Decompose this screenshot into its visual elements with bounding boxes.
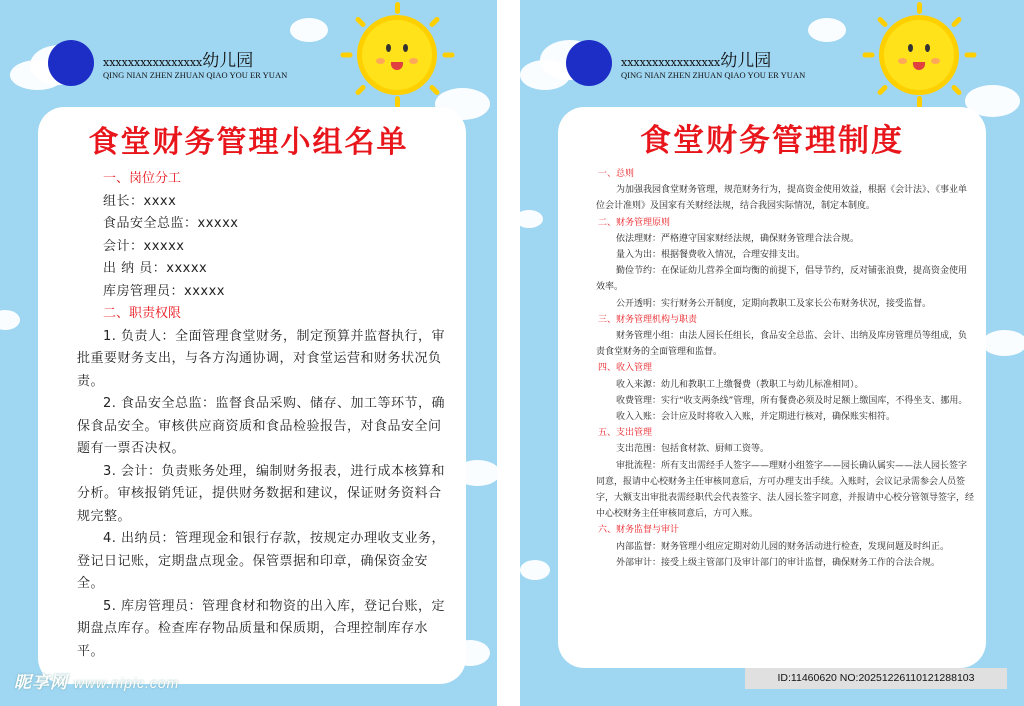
policy-paragraph: 勤俭节约：在保证幼儿营养全面均衡的前提下，倡导节约，反对铺张浪费，提高资金使用效率。	[596, 266, 968, 293]
policy-paragraph: 财务管理小组：由法人园长任组长，食品安全总监、会计、出纳及库房管理员等组成，负责食堂财务的全面管理和监督。	[596, 331, 968, 358]
kindergarten-pinyin: QING NIAN ZHEN ZHUAN QIAO YOU ER YUAN	[621, 70, 806, 80]
policy-paragraph: 依法理财：严格遵守国家财经法规，确保财务管理合法合规。	[616, 233, 860, 244]
policy-paragraph: 审批流程：所有支出需经手人签字——理财小组签字——园长确认属实——法人园长签字同意，报请中心校财务主任审核同意后，方可办理支出手续。入账时，会议记录需参会人员签字，大额支出审批表需经职代会代表签字、法人园长签字同意，并报请中心校分管领导签字，经中心校财务主任审核同意后，方可入账。	[596, 460, 975, 520]
role-item: 库房管理员：xxxxx	[103, 283, 225, 299]
section-heading: 四、收入管理	[598, 363, 653, 374]
kindergarten-logo	[48, 40, 94, 86]
kindergarten-name	[621, 46, 771, 71]
watermark-url: www.nipic.com	[73, 675, 180, 691]
duty-paragraph: 5. 库房管理员：管理食材和物资的出入库，登记台账，定期盘点库存。检查库存物品质量和保质期，合理控制库存水平。	[77, 598, 446, 659]
duty-paragraph: 3. 会计：负责账务处理，编制财务报表，进行成本核算和分析。审核报销凭证，提供财务数据和建议，保证财务资料合规完整。	[77, 463, 446, 524]
cloud	[0, 310, 20, 330]
kindergarten-name-text: 幼儿园	[720, 51, 772, 71]
cloud	[520, 60, 570, 90]
cloud	[808, 18, 846, 42]
policy-paragraph: 支出范围：包括食材款、厨师工资等。	[616, 444, 770, 455]
section-heading: 二、职责权限	[103, 306, 182, 321]
kindergarten-name-x: xxxxxxxxxxxxxxxx	[621, 56, 721, 69]
policy-paragraph: 收入入账：会计应及时将收入入账，并定期进行核对，确保账实相符。	[616, 412, 896, 423]
duty-paragraph: 2. 食品安全总监：监督食品采购、储存、加工等环节，确保食品安全。审核供应商资质和食品检验报告，对食品安全问题有一票否决权。	[77, 396, 446, 456]
section-heading: 六、财务监督与审计	[598, 525, 680, 536]
policy-paragraph: 为加强我园食堂财务管理，规范财务行为，提高资金使用效益，根据《会计法》、《事业单位会计准则》及国家有关财经法规，结合我园实际情况，制定本制度。	[596, 185, 968, 212]
watermark-brand: 昵享网	[14, 673, 68, 692]
kindergarten-pinyin: QING NIAN ZHEN ZHUAN QIAO YOU ER YUAN	[103, 70, 288, 80]
sun-icon	[362, 20, 432, 90]
policy-paragraph: 内部监督：财务管理小组应定期对幼儿园的财务活动进行检查，发现问题及时纠正。	[616, 541, 950, 552]
kindergarten-name-text: 幼儿园	[202, 51, 254, 71]
left-body	[67, 168, 447, 663]
cloud	[290, 18, 328, 42]
cloud	[520, 560, 550, 580]
section-heading: 一、总则	[598, 169, 635, 179]
kindergarten-name-x: xxxxxxxxxxxxxxxx	[103, 56, 203, 69]
image-id-bar: ID:11460620 NO:20251226110121288103	[745, 668, 1007, 689]
poster-title: 食堂财务管理制度	[640, 123, 904, 159]
section-heading: 一、岗位分工	[103, 171, 182, 186]
duty-paragraph: 1. 负责人：全面管理食堂财务，制定预算并监督执行，审批重要财务支出，与各方沟通协调，对食堂运营和财务状况负责。	[77, 328, 446, 389]
poster-title: 食堂财务管理小组名单	[88, 125, 409, 160]
role-item: 组长：xxxx	[103, 193, 177, 209]
role-item: 食品安全总监：xxxxx	[103, 216, 239, 231]
cloud	[520, 210, 543, 228]
section-heading: 三、财务管理机构与职责	[598, 314, 698, 325]
sun-icon	[884, 20, 954, 90]
policy-paragraph: 量入为出：根据餐费收入情况，合理安排支出。	[616, 250, 806, 261]
policy-paragraph: 收费管理：实行“收支两条线”管理，所有餐费必须及时足额上缴国库，不得坐支、挪用。	[616, 395, 968, 406]
role-item: 会计：xxxxx	[103, 238, 185, 254]
role-item: 出 纳 员：xxxxx	[103, 261, 208, 276]
right-body	[596, 166, 974, 571]
section-heading: 二、财务管理原则	[598, 217, 671, 228]
kindergarten-name	[103, 46, 253, 71]
section-heading: 五、支出管理	[598, 428, 653, 439]
cloud	[982, 330, 1024, 356]
policy-paragraph: 公开透明：实行财务公开制度，定期向教职工及家长公布财务状况，接受监督。	[616, 298, 932, 309]
policy-paragraph: 收入来源：幼儿和教职工上缴餐费（教职工与幼儿标准相同）。	[616, 379, 864, 390]
duty-paragraph: 4. 出纳员：管理现金和银行存款，按规定办理收支业务，登记日记账，定期盘点现金。保管票据和印章，确保资金安全。	[77, 531, 446, 591]
site-watermark	[14, 668, 179, 693]
kindergarten-logo	[566, 40, 612, 86]
policy-paragraph: 外部审计：接受上级主管部门及审计部门的审计监督，确保财务工作的合法合规。	[616, 557, 941, 568]
